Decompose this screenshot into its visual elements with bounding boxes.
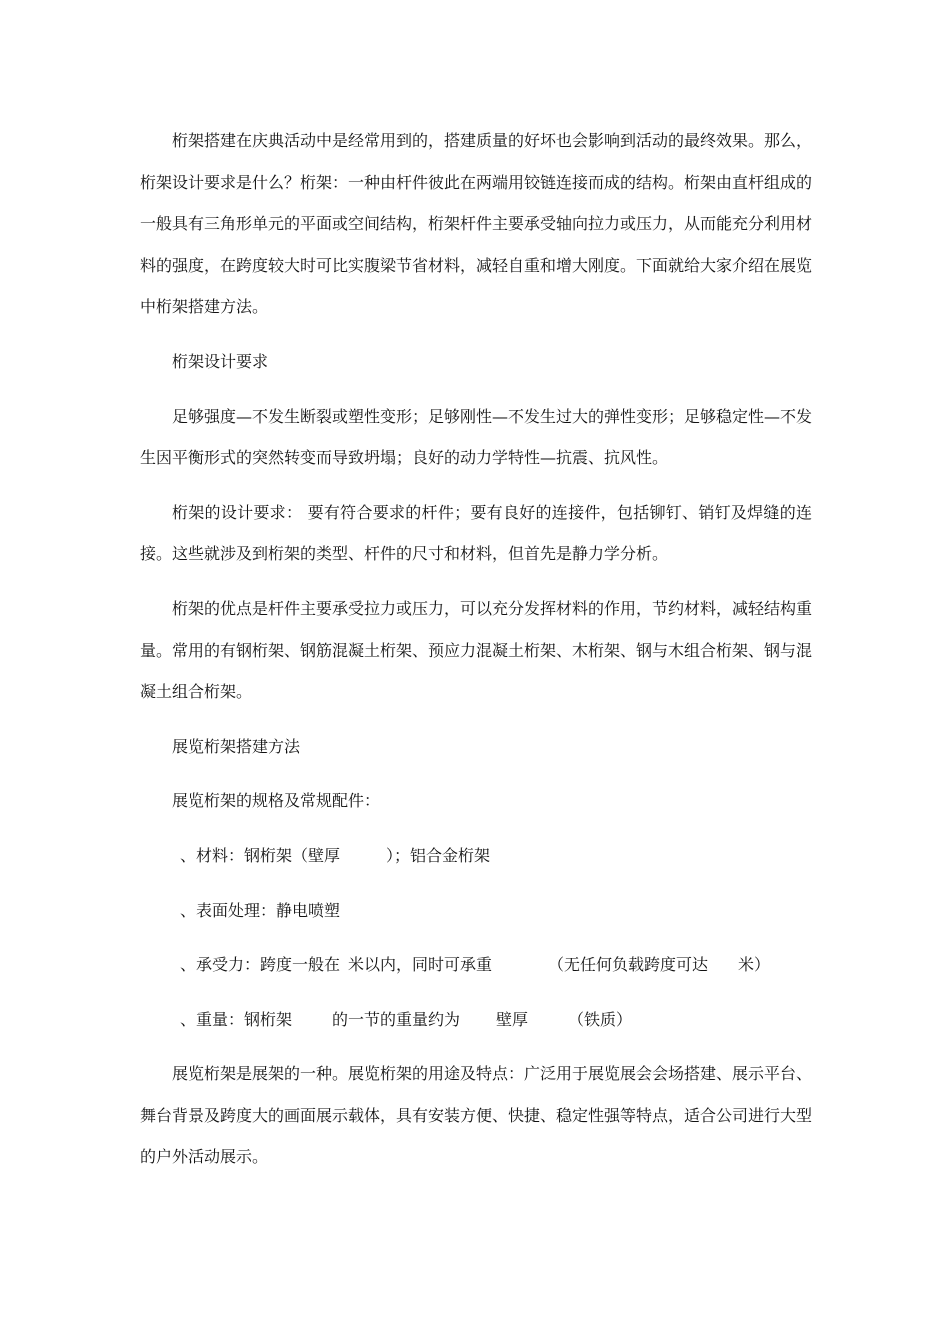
weight-tail: （铁质） <box>568 1009 633 1029</box>
list-item-load <box>140 944 812 986</box>
advantages-paragraph: 桁架的优点是杆件主要承受拉力或压力，可以充分发挥材料的作用，节约材料，减轻结构重量。常用的有钢桁架、钢筋混凝土桁架、预应力混凝土桁架、木桁架、钢与木组合桁架、钢与混凝土组合桁架。 <box>140 598 813 702</box>
weight-section: 的一节的重量约为 <box>332 1009 461 1029</box>
design-requirements-paragraph: 桁架的设计要求： 要有符合要求的杆件；要有良好的连接件，包括铆钉、销钉及焊缝的连接。这些就涉及到桁架的类型、杆件的尺寸和材料，但首先是静力学分析。 <box>140 502 812 564</box>
load-tail: 米） <box>738 955 771 975</box>
specs-intro-paragraph: 展览桁架的规格及常规配件： <box>172 791 381 811</box>
material-label: 、材料：钢桁架（壁厚 <box>180 845 341 865</box>
section-heading-exhibition-method: 展览桁架搭建方法 <box>172 736 301 756</box>
strength-requirements-paragraph: 足够强度—不发生断裂或塑性变形；足够刚性—不发生过大的弹性变形；足够稳定性—不发生因平衡形式的突然转变而导致坍塌；良好的动力学特性—抗震、抗风性。 <box>140 406 813 468</box>
list-item-surface <box>140 890 812 932</box>
document-page <box>140 120 812 1191</box>
usage-paragraph: 展览桁架是展架的一种。展览桁架的用途及特点：广泛用于展览展会会场搭建、展示平台、舞台背景及跨度大的画面展示载体，具有安装方便、快捷、稳定性强等特点，适合公司进行大型的户外活动展示。 <box>140 1064 813 1167</box>
load-span: 米以内，同时可承重 <box>348 955 493 975</box>
weight-label: 、重量：钢桁架 <box>180 1009 293 1029</box>
material-tail: ）；铝合金桁架 <box>386 845 491 865</box>
surface-label: 、表面处理：静电喷塑 <box>180 900 341 920</box>
load-label: 、承受力：跨度一般在 <box>180 955 341 975</box>
section-heading-design-requirements: 桁架设计要求 <box>172 351 269 371</box>
list-item-weight <box>140 999 812 1041</box>
list-item-material <box>140 835 812 877</box>
intro-paragraph: 桁架搭建在庆典活动中是经常用到的，搭建质量的好坏也会影响到活动的最终效果。那么，桁架设计要求是什么？桁架：一种由杆件彼此在两端用铰链连接而成的结构。桁架由直杆组成的一般具有三角形单元的平面或空间结构，桁架杆件主要承受轴向拉力或压力，从而能充分利用材料的强度，在跨度较大时可比实腹梁节省材料，减轻自重和增大刚度。下面就给大家介绍在展览中桁架搭建方法。 <box>140 131 813 317</box>
weight-thickness: 壁厚 <box>496 1009 529 1029</box>
load-unloaded: （无任何负载跨度可达 <box>548 955 709 975</box>
